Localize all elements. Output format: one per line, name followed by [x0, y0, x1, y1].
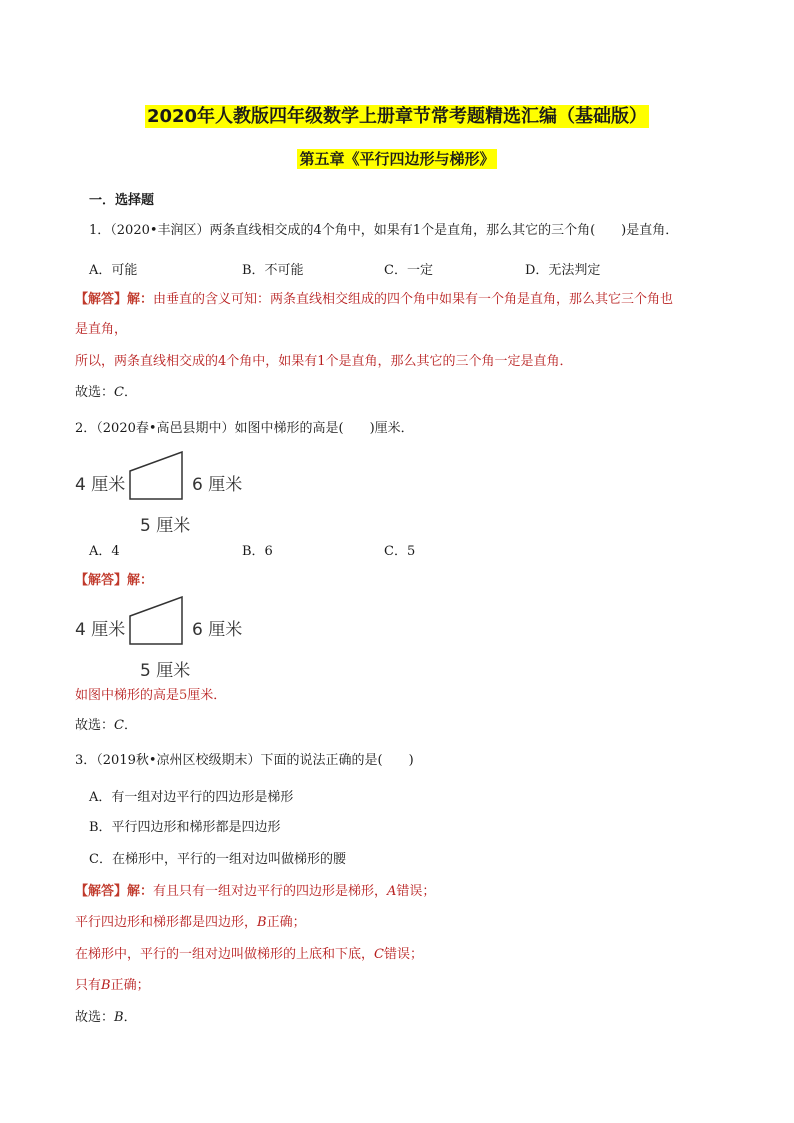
choice-letter: B: [114, 1010, 124, 1025]
answer-suffix: 错误；: [396, 884, 436, 899]
choice-prefix: 故选：: [75, 385, 115, 400]
figure-1-bottom-label: 5 厘米: [140, 516, 191, 536]
trapezoid-figure-1: [129, 451, 185, 501]
answer-value: 5: [179, 688, 188, 703]
q3-choice: [75, 1008, 137, 1028]
question-3-stem: 3．（2019秋•凉州区校级期末）下面的说法正确的是( ): [75, 753, 414, 768]
q1-answer-line-2: 是直角，: [75, 322, 128, 337]
q1-option-b: B．不可能: [242, 263, 304, 278]
q3-option-a: A．有一组对边平行的四边形是梯形: [89, 790, 294, 805]
answer-tag: 【解答】解：: [75, 292, 154, 307]
q2-option-b: B．6: [242, 544, 273, 559]
q1-option-a: A．可能: [89, 263, 138, 278]
q1-answer-text-1: 由垂直的含义可知：两条直线相交组成的四个角中如果有一个角是直角，那么其它三个角也: [153, 292, 674, 307]
choice-suffix: ．: [123, 1010, 137, 1025]
trapezoid-shape: [130, 452, 182, 499]
answer-text-suffix: 厘米．: [187, 688, 227, 703]
choice-prefix: 故选：: [75, 1010, 115, 1025]
q1-answer-line-1: [75, 290, 673, 310]
q3-option-c: C．在梯形中，平行的一组对边叫做梯形的腰: [89, 852, 346, 867]
answer-text: 有且只有一组对边平行的四边形是梯形，: [153, 884, 388, 899]
q1-option-c: C．一定: [384, 263, 433, 278]
answer-text: 平行四边形和梯形都是四边形，: [75, 915, 258, 930]
choice-suffix: ．: [123, 385, 137, 400]
q3-answer-line-1: [75, 882, 435, 902]
answer-text-prefix: 如图中梯形的高是: [75, 688, 180, 703]
trapezoid-shape: [130, 597, 182, 644]
question-2-stem: 2．（2020春•高邑县期中）如图中梯形的高是( )厘米．: [75, 421, 414, 436]
choice-letter: C: [114, 385, 124, 400]
q2-option-c: C．5: [384, 544, 416, 559]
figure-2-bottom-label: 5 厘米: [140, 661, 191, 681]
q1-choice: [75, 383, 137, 403]
q1-answer-line-3: 所以，两条直线相交成的4个角中，如果有1个是直角，那么其它的三个角一定是直角．: [75, 354, 573, 369]
figure-2-left-label: 4 厘米: [75, 620, 126, 640]
figure-1-left-label: 4 厘米: [75, 475, 126, 495]
answer-letter: A: [387, 884, 397, 899]
choice-letter: C: [114, 718, 124, 733]
section-heading: 一．选择题: [89, 193, 155, 208]
q2-answer-tag: 【解答】解：: [75, 573, 154, 588]
answer-letter: C: [374, 947, 384, 962]
answer-letter: B: [257, 915, 267, 930]
figure-2-right-label: 6 厘米: [192, 620, 243, 640]
choice-prefix: 故选：: [75, 718, 115, 733]
q2-option-a: A．4: [89, 544, 120, 559]
q3-answer-line-4: [75, 976, 150, 996]
q3-answer-line-2: [75, 913, 306, 933]
document-title: 2020年人教版四年级数学上册章节常考题精选汇编（基础版）: [146, 106, 648, 127]
answer-text: 只有: [75, 978, 102, 993]
answer-text: 在梯形中，平行的一组对边叫做梯形的上底和下底，: [75, 947, 375, 962]
choice-suffix: ．: [123, 718, 137, 733]
figure-1-right-label: 6 厘米: [192, 475, 243, 495]
q2-choice: [75, 716, 137, 736]
q3-option-b: B．平行四边形和梯形都是四边形: [89, 820, 281, 835]
q3-answer-line-3: [75, 945, 423, 965]
answer-suffix: 正确；: [110, 978, 150, 993]
answer-tag: 【解答】解：: [75, 884, 154, 899]
answer-suffix: 正确；: [266, 915, 306, 930]
q2-answer-text: [75, 686, 226, 706]
question-1-stem: 1．（2020•丰润区）两条直线相交成的4个角中，如果有1个是直角，那么其它的三个角( )是直角．: [89, 223, 679, 238]
q1-option-d: D．无法判定: [525, 263, 601, 278]
chapter-subtitle: 第五章《平行四边形与梯形》: [299, 150, 495, 168]
answer-suffix: 错误；: [383, 947, 423, 962]
trapezoid-figure-2: [129, 596, 185, 646]
answer-letter: B: [101, 978, 111, 993]
